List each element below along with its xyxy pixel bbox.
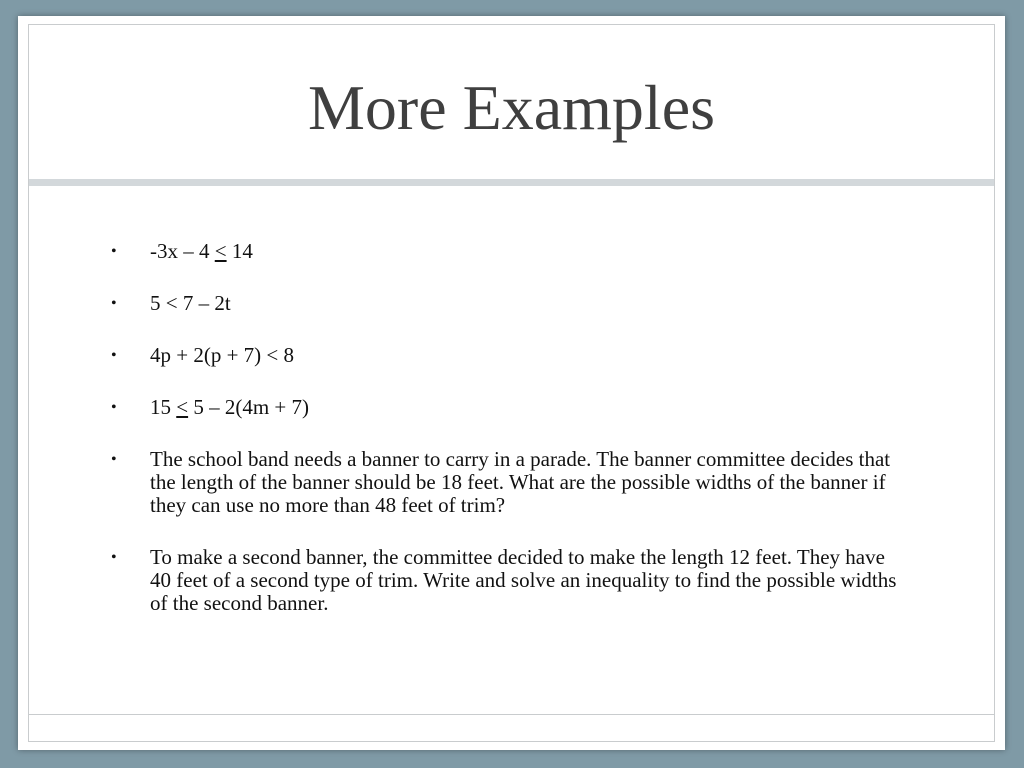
list-item [108, 292, 908, 315]
list-item [108, 344, 908, 367]
footer-divider [29, 714, 994, 715]
less-than-or-equal-symbol: < [214, 239, 227, 263]
word-problem-text: To make a second banner, the committee decided to make the length 12 feet. They have 40 feet of a second type of trim. Write and solve an inequality to find the possible widths of the second banner. [150, 545, 897, 615]
inequality-text: 15 [150, 395, 177, 419]
bullet-icon: • [111, 549, 117, 566]
inequality-text: -3x – 4 [150, 239, 215, 263]
inequality-text: 4p + 2(p + 7) < 8 [150, 343, 295, 367]
less-than-or-equal-symbol: < [176, 395, 189, 419]
bullet-icon: • [111, 347, 117, 364]
word-problem-text: The school band needs a banner to carry in a parade. The banner committee decides that the length of the banner should be 18 feet. What are the possible widths of the banner if they can use no more than 48 feet of trim? [150, 447, 891, 517]
list-item [108, 448, 908, 517]
slide [18, 16, 1005, 750]
slide-title: More Examples [308, 72, 715, 143]
list-item [108, 240, 908, 263]
bullet-icon: • [111, 295, 117, 312]
inequality-text: 5 < 7 – 2t [150, 291, 231, 315]
list-item [108, 396, 908, 419]
inequality-text: 14 [226, 239, 253, 263]
inequality-text: 5 – 2(4m + 7) [188, 395, 310, 419]
list-item [108, 546, 908, 615]
bullet-list [108, 240, 908, 644]
bullet-icon: • [111, 451, 117, 468]
bullet-icon: • [111, 243, 117, 260]
bullet-icon: • [111, 399, 117, 416]
title-divider [29, 179, 994, 186]
